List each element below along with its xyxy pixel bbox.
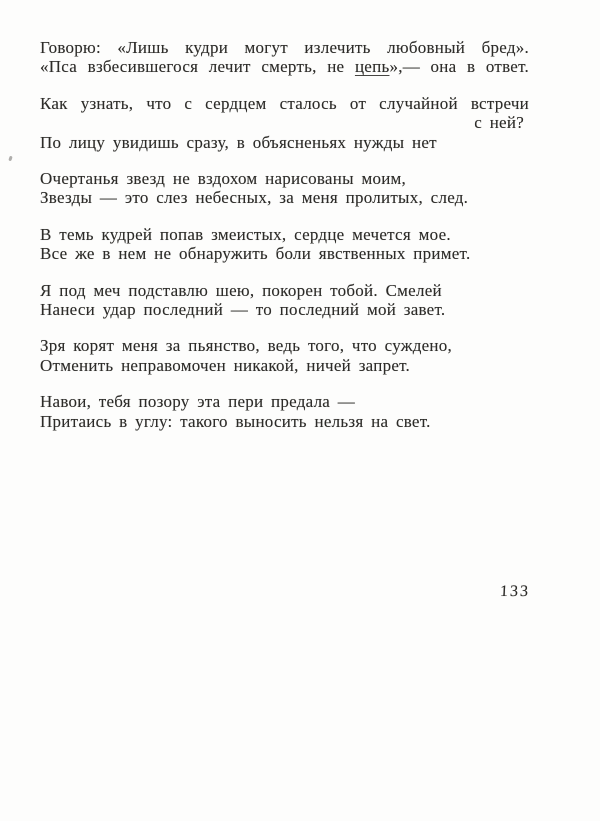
poem-line: Очертанья звезд не вздохом нарисованы моим, bbox=[40, 169, 407, 189]
page-number: 133 bbox=[499, 583, 531, 600]
poem-couplet-6 bbox=[40, 336, 529, 375]
poem-couplet-5 bbox=[40, 281, 529, 320]
poem-line: Нанеси удар последний — то последний мой завет. bbox=[40, 300, 446, 320]
poem-line-segment: «Пса взбесившегося лечит смерть, не bbox=[40, 57, 355, 77]
poem-text-block bbox=[40, 38, 529, 448]
poem-couplet-1 bbox=[40, 38, 529, 77]
poem-line-hanging: с ней? bbox=[474, 113, 524, 133]
poem-line bbox=[40, 57, 529, 76]
poem-couplet-3 bbox=[40, 169, 529, 208]
poem-line: Я под меч подставлю шею, покорен тобой. Смелей bbox=[40, 280, 442, 300]
poem-line: В темь кудрей попав змеистых, сердце мечется мое. bbox=[40, 224, 451, 244]
poem-couplet-2 bbox=[40, 94, 529, 152]
poem-line: Отменить неправомочен никакой, ничей запрет. bbox=[40, 355, 411, 375]
underlined-word: цепь bbox=[354, 57, 390, 77]
poem-line: Звезды — это слез небесных, за меня пролитых, след. bbox=[40, 188, 469, 208]
poem-line: Как узнать, что с сердцем сталось от случайной встречи bbox=[40, 93, 529, 113]
poem-line: Все же в нем не обнаружить боли явственных примет. bbox=[40, 244, 471, 264]
poem-couplet-4 bbox=[40, 225, 529, 264]
print-artifact-speck bbox=[8, 156, 12, 162]
poem-line-segment: »,— она в ответ. bbox=[389, 57, 529, 77]
poem-line: Притаись в углу: такого выносить нельзя на свет. bbox=[40, 411, 431, 431]
poem-line: Говорю: «Лишь кудри могут излечить любовный бред». bbox=[40, 38, 529, 57]
poem-line: По лицу увидишь сразу, в объясненьях нужды нет bbox=[40, 132, 437, 152]
poem-line: Зря корят меня за пьянство, ведь того, что суждено, bbox=[40, 336, 453, 356]
poem-line: Навои, тебя позору эта пери предала — bbox=[40, 392, 356, 412]
poem-couplet-7 bbox=[40, 392, 529, 431]
